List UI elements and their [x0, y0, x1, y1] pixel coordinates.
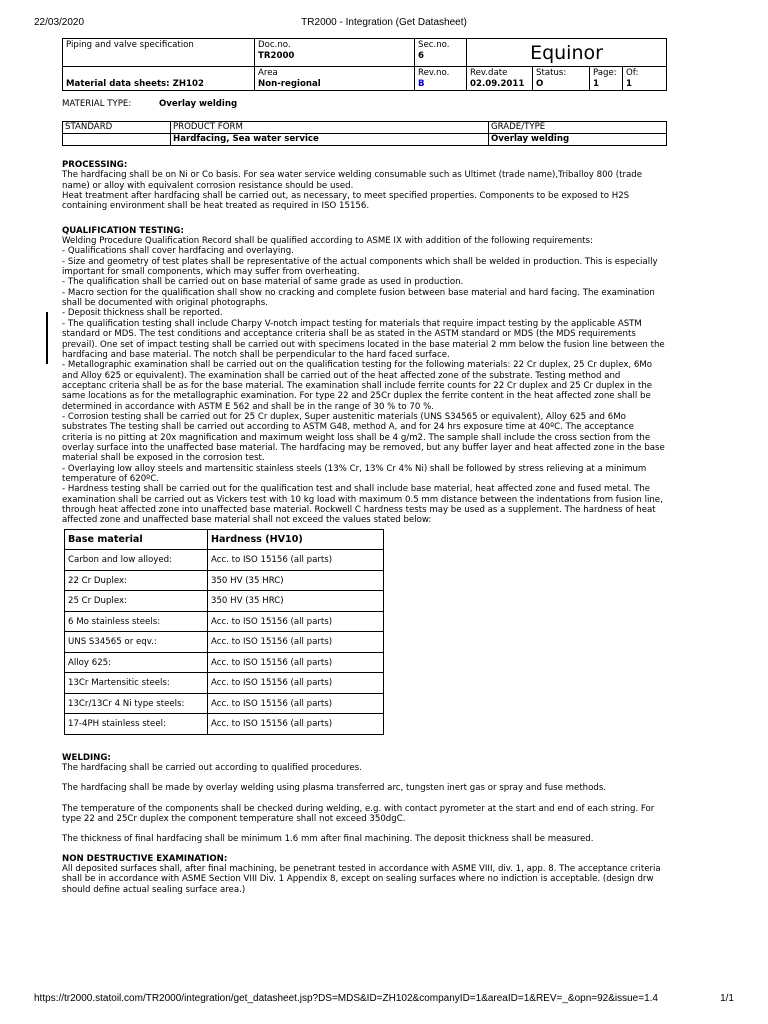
hardness-table	[64, 529, 384, 735]
welding-heading: WELDING:	[62, 752, 111, 763]
qualification-line: - The qualification testing shall include Charpy V-notch impact testing for materials that require impact testing by the applicable ASTM standard or MDS. The test conditions and acceptance criteria shall be as stated in the ASTM standard or MDS (the MDS requirements prevail). One set of impact testing shall be carried out with specimens located in the base material 2 mm below the fusion line between the hardfacing and base material. The notch shall be perpendicular to the hard faced surface.	[62, 318, 665, 360]
welding-para: The thickness of final hardfacing shall be minimum 1.6 mm after final machining. The deposit thickness shall be measured.	[62, 834, 594, 845]
table-row: 25 Cr Duplex: 350 HV (35 HRC)	[65, 591, 384, 612]
margin-change-bar	[46, 312, 48, 364]
print-header	[34, 17, 734, 31]
material-type-label: MATERIAL TYPE:	[62, 99, 132, 109]
spec-title: Piping and valve specification	[63, 39, 255, 67]
qualification-line: - Size and geometry of test plates shall be representative of the actual components which shall be welded in production. This is especially important for small components, which may suffer from overheating.	[62, 256, 658, 278]
rev-no-cell: Rev.no. B	[415, 67, 467, 91]
product-table	[62, 121, 667, 146]
qualification-line: - Metallographic examination shall be carried out on the qualification testing for the following materials: 22 Cr duplex, 25 Cr duplex, 6Mo and Alloy 625 or equivalent). The examination shall be carried out of the heat affected zone of the substrate. Testing method and acceptanc criteria shall be as for the base material. The examination shall include ferrite counts for 22 Cr duplex and 25 Cr duplex in the same locations as for the metallographic examination. For type 22 and 25Cr duplex the ferrite content in the heat affected zone shall be determined in accordance with ASTM E 562 and shall be in the range of 30 % to 70 %.	[62, 360, 653, 412]
table-row: 22 Cr Duplex: 350 HV (35 HRC)	[65, 570, 384, 591]
processing-para-1: The hardfacing shall be on Ni or Co basis. For sea water service welding consumable such as Ultimet (trade name),Triballoy 800 (trade name) or alloy with equivalent corrosion resistance should be used.	[62, 170, 643, 191]
table-row: 17-4PH stainless steel: Acc. to ISO 15156 (all parts)	[65, 714, 384, 735]
qualification-line: - Overlaying low alloy steels and martensitic stainless steels (13% Cr, 13% Cr 4% Ni) shall be followed by stress relieving at a minimum temperature of 620ºC.	[62, 463, 647, 484]
datasheet	[62, 38, 666, 895]
hardness-table-header	[65, 529, 384, 550]
welding-para: The hardfacing shall be made by overlay welding using plasma transferred arc, tungsten inert gas or spray and fuse methods.	[62, 783, 607, 794]
qualification-line: - The qualification shall be carried out on base material of same grade as used in production.	[62, 277, 464, 288]
product-header-form: PRODUCT FORM	[171, 122, 489, 134]
qualification-line: - Macro section for the qualification shall show no cracking and complete fusion between base material and hard facing. The examination shall be documented with original photographs.	[62, 287, 655, 309]
processing-heading: PROCESSING:	[62, 160, 128, 170]
table-row: Carbon and low alloyed: Acc. to ISO 15156 (all parts)	[65, 550, 384, 571]
table-row: UNS S34565 or eqv.: Acc. to ISO 15156 (all parts)	[65, 632, 384, 653]
material-type-row	[62, 99, 666, 111]
print-title: TR2000 - Integration (Get Datasheet)	[301, 17, 467, 28]
product-form-cell: Hardfacing, Sea water service	[171, 134, 489, 146]
sec-no-value: 6	[418, 50, 424, 61]
area-cell: Area Non-regional	[255, 67, 415, 91]
rev-date-value: 02.09.2011	[470, 78, 525, 89]
table-row: 13Cr/13Cr 4 Ni type steels: Acc. to ISO 15156 (all parts)	[65, 693, 384, 714]
rev-date-cell: Rev.date 02.09.2011	[467, 67, 533, 91]
nde-heading: NON DESTRUCTIVE EXAMINATION:	[62, 853, 228, 864]
doc-no-value: TR2000	[258, 50, 295, 61]
document-header-table	[62, 38, 667, 91]
qualification-line: - Corrosion testing shall be carried out for 25 Cr duplex, Super austenitic materials (UNS S34565 or equivalent), Alloy 625 and 6Mo substrates The testing shall be carried out according to ASTM G48, method A, and for 24 hrs exposure time at 40ºC. The acceptance criteria is no pitting at 20x magnification and maximum weight loss shall be 4 g/m2. The sample shall include the cross section from the overlay surface into the unaffected base material. The hardfacing may be removed, but any buffer layer and heat affected zone in the base material shall be exposed in the corrosion test.	[62, 411, 665, 464]
print-url: https://tr2000.statoil.com/TR2000/integration/get_datasheet.jsp?DS=MDS&ID=ZH102&companyID=1&areaID=1&REV=_&opn=92&issue=1.4	[34, 993, 658, 1004]
print-page-number: 1/1	[720, 993, 734, 1004]
qualification-line: - Deposit thickness shall be reported.	[62, 308, 223, 319]
qualification-line: - Qualifications shall cover hardfacing and overlaying.	[62, 246, 294, 257]
status-cell: Status: O	[533, 67, 590, 91]
qualification-heading: QUALIFICATION TESTING:	[62, 225, 184, 236]
table-row: 6 Mo stainless steels: Acc. to ISO 15156 (all parts)	[65, 611, 384, 632]
nde-para: All deposited surfaces shall, after final machining, be penetrant tested in accordance with ASME VIII, div. 1, app. 8. The acceptance criteria shall be in accordance with ASME Section VIII Div. 1 Appendix 8, except on sealing surfaces where no indiction is acceptable. (design drw should define actual sealing surface area.)	[62, 864, 661, 895]
of-value: 1	[626, 78, 632, 89]
product-table-row	[63, 134, 667, 146]
table-row: 13Cr Martensitic steels: Acc. to ISO 15156 (all parts)	[65, 673, 384, 694]
qualification-line: Welding Procedure Qualification Record shall be qualified according to ASME IX with addition of the following requirements:	[62, 236, 593, 247]
mds-label: Material data sheets: ZH102	[63, 67, 255, 91]
hardness-header-value: Hardness (HV10)	[208, 529, 384, 550]
processing-para-2: Heat treatment after hardfacing shall be carried out, as necessary, to meet specified properties. Components to be exposed to H2S containing environment shall be heat treated as required in ISO 15156.	[62, 191, 630, 212]
sec-no-cell: Sec.no. 6	[415, 39, 467, 67]
welding-para: The temperature of the components shall be checked during welding, e.g. with contact pyrometer at the start and end of each string. For type 22 and 25Cr duplex the component temperature shall not exceed 350dgC.	[62, 803, 655, 825]
doc-no-cell: Doc.no. TR2000	[255, 39, 415, 67]
brand-logo: Equinor	[467, 39, 667, 67]
product-header-grade: GRADE/TYPE	[489, 122, 667, 134]
product-header-standard: STANDARD	[63, 122, 171, 134]
material-type-value: Overlay welding	[159, 99, 238, 109]
product-table-header	[63, 122, 667, 134]
table-row: Alloy 625: Acc. to ISO 15156 (all parts)	[65, 652, 384, 673]
print-footer	[34, 993, 734, 1007]
status-value: O	[536, 78, 544, 89]
area-value: Non-regional	[258, 78, 321, 89]
rev-no-value: B	[418, 78, 425, 89]
product-standard-cell	[63, 134, 171, 146]
print-date: 22/03/2020	[34, 17, 85, 28]
hardness-header-material: Base material	[65, 529, 208, 550]
page-cell: Page: 1	[590, 67, 623, 91]
qualification-line: - Hardness testing shall be carried out for the qualification test and shall include base material, heat affected zone and fused metal. The examination shall be carried out as Vickers test with 10 kg load with maximum 0.5 mm distance between the indentations from fusion line, through heat affected zone into unaffected base material. Rockwell C hardness tests may be used as a supplement. The hardness of heat affected zone and unaffected base material shall not exceed the values stated below:	[62, 484, 663, 526]
product-grade-cell: Overlay welding	[489, 134, 667, 146]
welding-para: The hardfacing shall be carried out according to qualified procedures.	[62, 763, 362, 774]
page-value: 1	[593, 78, 599, 89]
of-cell: Of: 1	[623, 67, 667, 91]
